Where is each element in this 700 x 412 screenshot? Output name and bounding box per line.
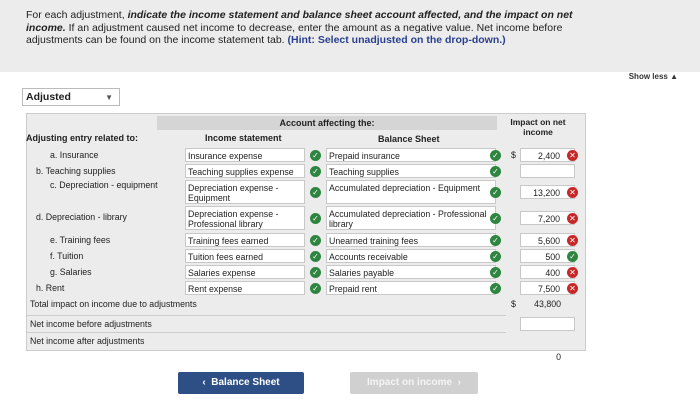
instructions: [0, 0, 700, 72]
total-impact-value: 43,800: [534, 299, 561, 309]
net-income-before-input[interactable]: [520, 317, 575, 331]
check-icon: ✓: [490, 150, 501, 161]
divider: [26, 315, 506, 316]
check-icon: ✓: [490, 251, 501, 262]
col-bs-header: Balance Sheet: [378, 134, 440, 144]
impact-input-depreciation-library[interactable]: 7,200: [520, 211, 575, 225]
chevron-right-icon: ›: [457, 377, 461, 388]
dollar-sign: $: [511, 150, 516, 160]
row-label-insurance: a. Insurance: [50, 150, 99, 160]
bs-select-tuition[interactable]: Accounts receivable: [326, 249, 496, 263]
row-label-rent: h. Rent: [36, 283, 65, 293]
dropdown-value: Adjusted: [26, 91, 71, 103]
instructions-emphasis: indicate the income statement and balance sheet account affected, and the impact on net: [127, 9, 573, 21]
is-select-training-fees[interactable]: Training fees earned: [185, 233, 305, 247]
instructions-text-2: If an adjustment caused net income to decrease, enter the amount as a negative value. Net income before: [65, 21, 563, 34]
bs-select-insurance[interactable]: Prepaid insurance: [326, 148, 496, 162]
check-icon: ✓: [490, 213, 501, 224]
bs-select-teaching-supplies[interactable]: Teaching supplies: [326, 164, 496, 178]
prev-balance-sheet-button[interactable]: ‹ Balance Sheet: [178, 372, 304, 394]
impact-input-rent[interactable]: 7,500: [520, 281, 575, 295]
instructions-text: For each adjustment,: [26, 9, 128, 21]
row-label-depreciation-equipment: c. Depreciation - equipment: [50, 180, 158, 190]
x-circle-icon: ✕: [567, 235, 578, 246]
row-label-tuition: f. Tuition: [50, 251, 84, 261]
check-icon: ✓: [310, 150, 321, 161]
is-select-teaching-supplies[interactable]: Teaching supplies expense: [185, 164, 305, 178]
bs-select-rent[interactable]: Prepaid rent: [326, 281, 496, 295]
check-icon: ✓: [310, 251, 321, 262]
hint-text: (Hint: Select unadjusted on the drop-down.): [287, 34, 506, 46]
check-icon: ✓: [567, 251, 578, 262]
check-icon: ✓: [490, 283, 501, 294]
impact-input-teaching-supplies[interactable]: [520, 164, 575, 178]
is-select-insurance[interactable]: Insurance expense: [185, 148, 305, 162]
check-icon: ✓: [490, 235, 501, 246]
chevron-left-icon: ‹: [202, 377, 206, 388]
account-affecting-header: Account affecting the:: [157, 116, 497, 130]
impact-input-depreciation-equipment[interactable]: 13,200: [520, 185, 575, 199]
x-circle-icon: ✕: [567, 213, 578, 224]
net-income-after-label: Net income after adjustments: [30, 336, 145, 346]
check-icon: ✓: [490, 267, 501, 278]
check-icon: ✓: [310, 166, 321, 177]
triangle-up-icon: ▲: [670, 72, 678, 81]
row-label-teaching-supplies: b. Teaching supplies: [36, 166, 116, 176]
chevron-down-icon: ▼: [105, 93, 113, 102]
instructions-emphasis-2: income.: [26, 21, 66, 34]
is-select-depreciation-library[interactable]: Depreciation expense - Professional library: [185, 206, 305, 230]
check-icon: ✓: [310, 187, 321, 198]
bs-select-training-fees[interactable]: Unearned training fees: [326, 233, 496, 247]
impact-input-training-fees[interactable]: 5,600: [520, 233, 575, 247]
bs-select-depreciation-equipment[interactable]: Accumulated depreciation - Equipment: [326, 180, 496, 204]
impact-input-tuition[interactable]: 500: [520, 249, 575, 263]
impact-input-salaries[interactable]: 400: [520, 265, 575, 279]
x-circle-icon: ✕: [567, 150, 578, 161]
impact-input-insurance[interactable]: 2,400: [520, 148, 575, 162]
check-icon: ✓: [310, 283, 321, 294]
x-circle-icon: ✕: [567, 283, 578, 294]
row-label-salaries: g. Salaries: [50, 267, 92, 277]
check-icon: ✓: [490, 166, 501, 177]
is-select-tuition[interactable]: Tuition fees earned: [185, 249, 305, 263]
check-icon: ✓: [310, 267, 321, 278]
total-impact-label: Total impact on income due to adjustments: [30, 299, 197, 309]
net-income-after-value: 0: [556, 352, 561, 362]
check-icon: ✓: [490, 187, 501, 198]
adjusted-dropdown[interactable]: [22, 88, 120, 106]
divider: [26, 332, 506, 333]
bs-select-depreciation-library[interactable]: Accumulated depreciation - Professional library: [326, 206, 496, 230]
impact-header: Impact on net income: [510, 117, 566, 137]
bs-select-salaries[interactable]: Salaries payable: [326, 265, 496, 279]
x-circle-icon: ✕: [567, 187, 578, 198]
is-select-depreciation-equipment[interactable]: Depreciation expense - Equipment: [185, 180, 305, 204]
row-label-depreciation-library: d. Depreciation - library: [36, 212, 127, 222]
net-income-before-label: Net income before adjustments: [30, 319, 152, 329]
x-circle-icon: ✕: [567, 267, 578, 278]
row-label-training-fees: e. Training fees: [50, 235, 111, 245]
check-icon: ✓: [310, 235, 321, 246]
col-is-header: Income statement: [205, 133, 282, 143]
instructions-text-3: adjustments can be found on the income statement tab.: [26, 34, 288, 46]
is-select-rent[interactable]: Rent expense: [185, 281, 305, 295]
dollar-sign: $: [511, 299, 516, 309]
check-icon: ✓: [310, 213, 321, 224]
is-select-salaries[interactable]: Salaries expense: [185, 265, 305, 279]
col-entry-header: Adjusting entry related to:: [26, 133, 139, 143]
show-less-link[interactable]: Show less ▲: [628, 72, 678, 81]
next-impact-on-income-button[interactable]: Impact on income ›: [350, 372, 478, 394]
